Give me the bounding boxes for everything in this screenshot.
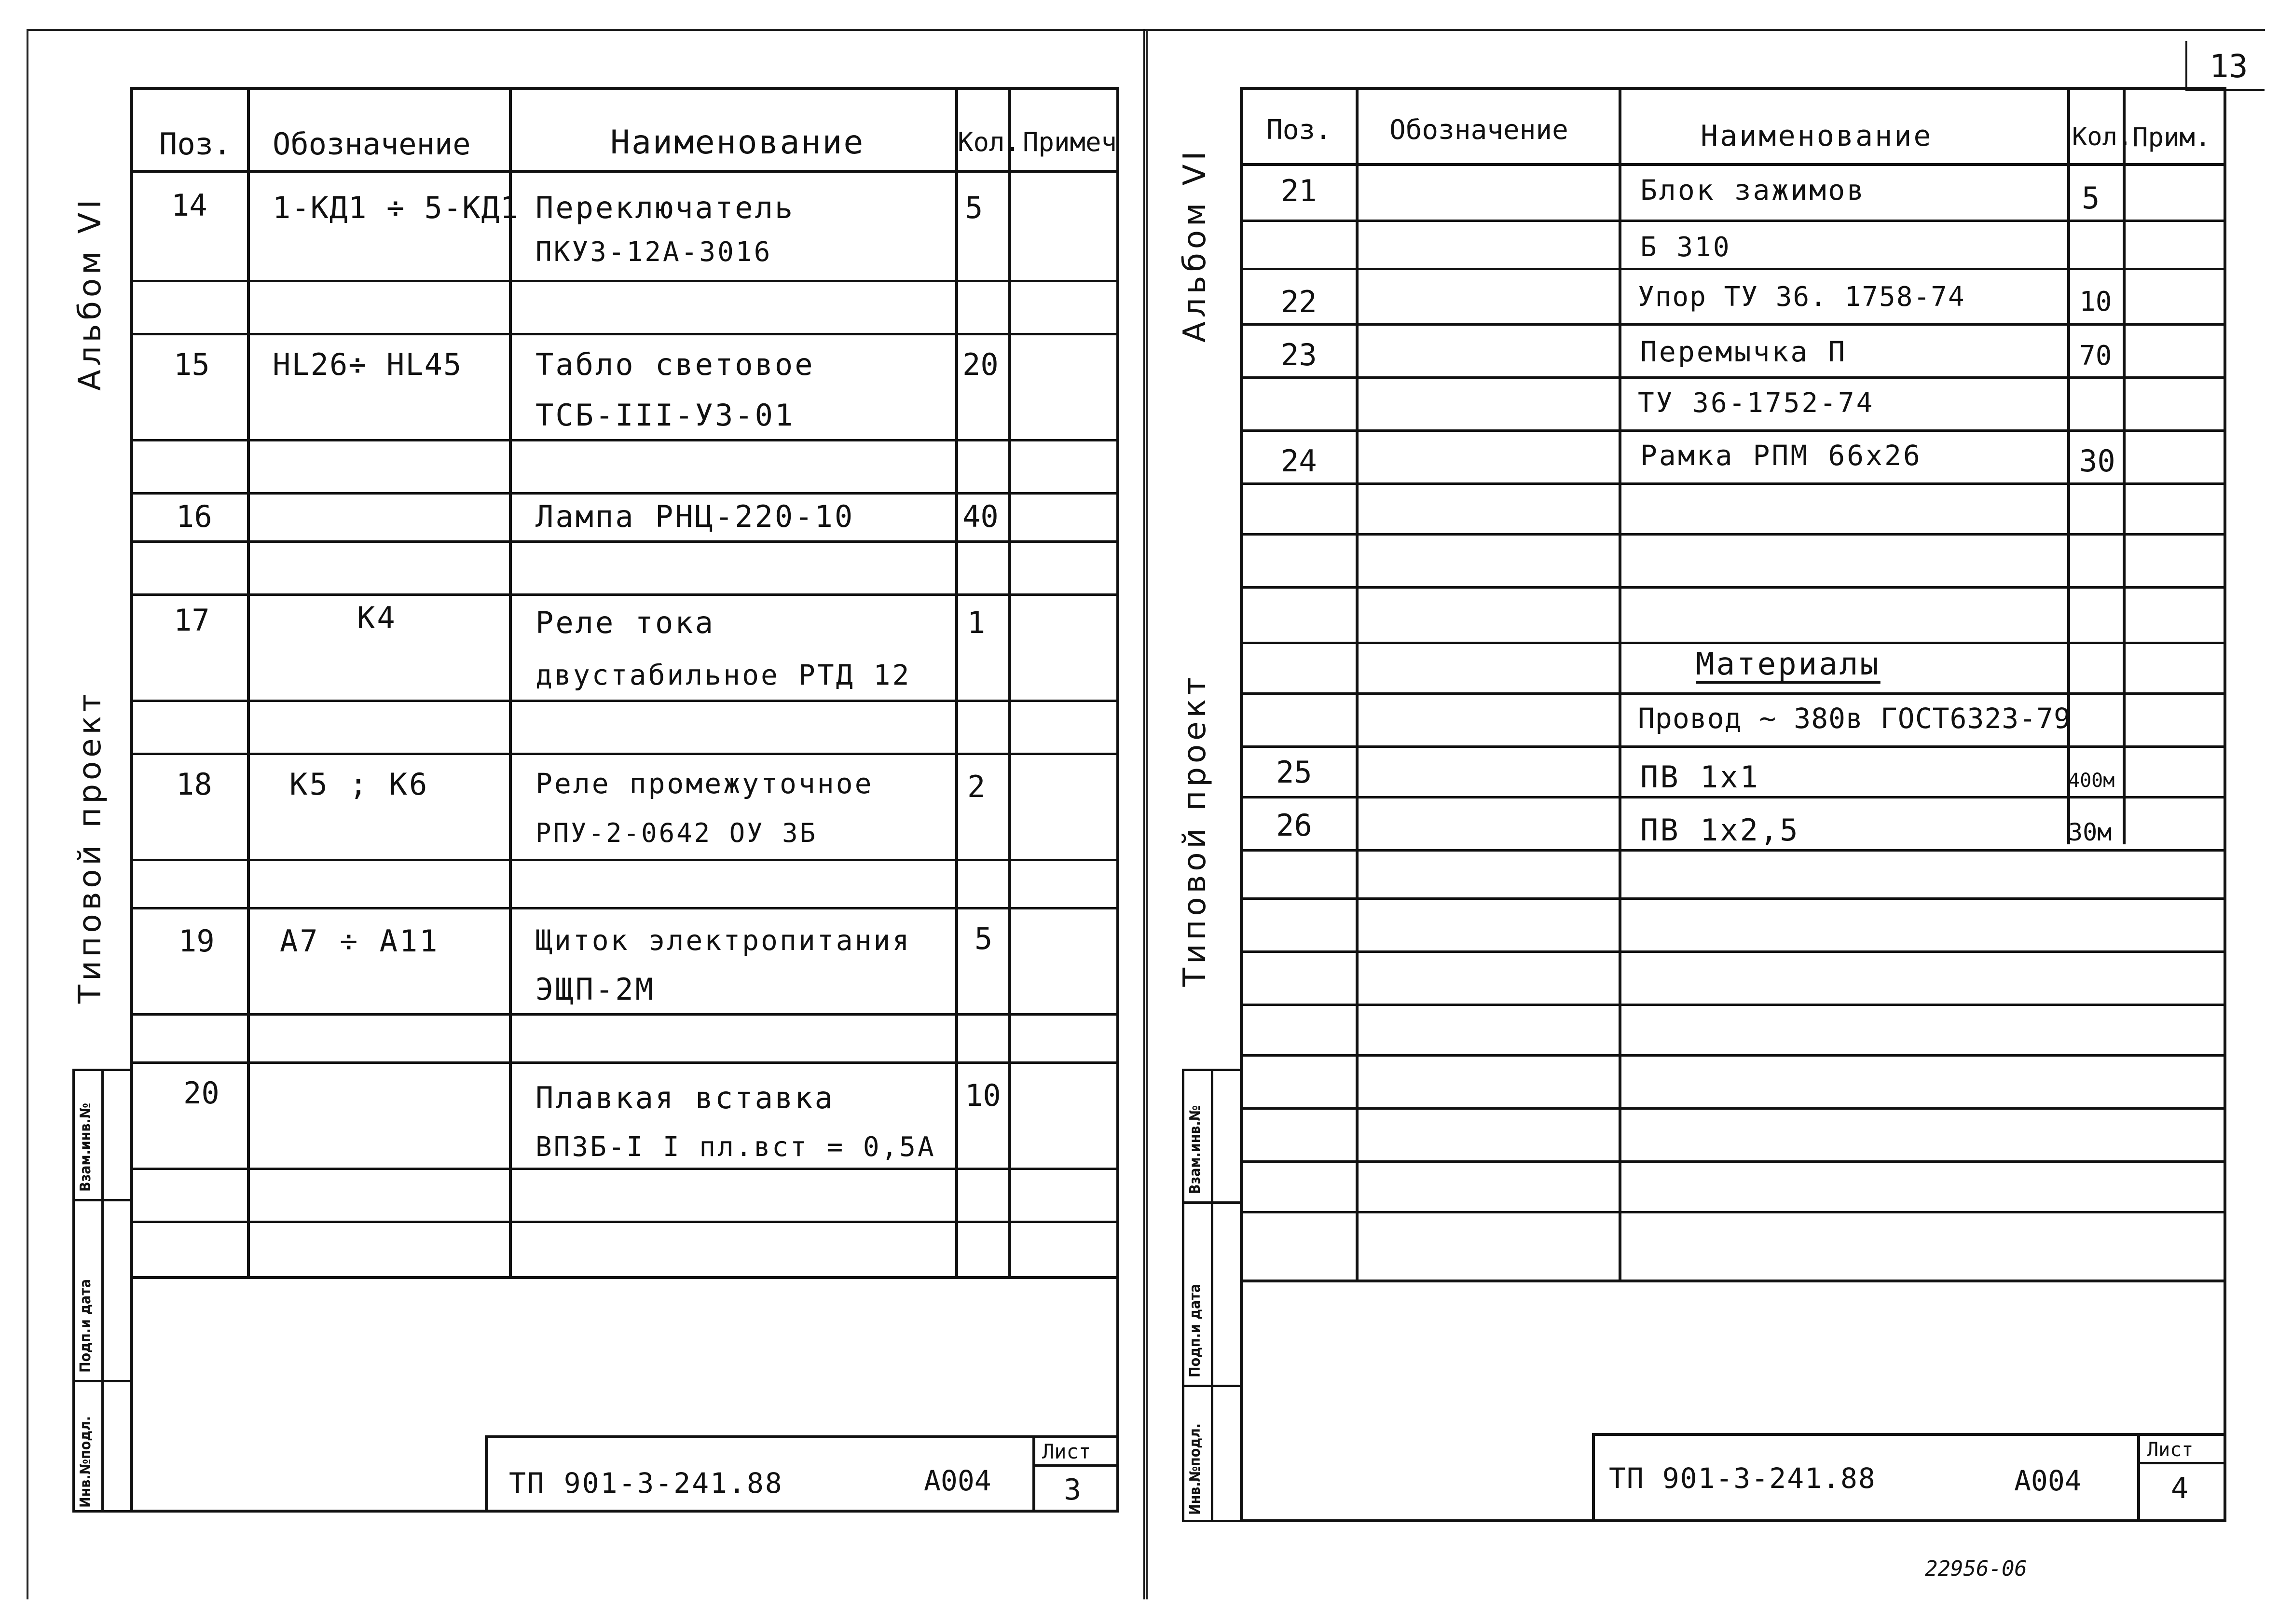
left-designation-18: К5 ; К6 <box>289 767 429 802</box>
left-qty-20: 10 <box>965 1078 1001 1113</box>
right-row-line <box>1240 745 2226 748</box>
left-row-line <box>130 439 1119 441</box>
left-title-code: А004 <box>924 1464 991 1497</box>
left-col-line <box>1008 87 1011 1276</box>
left-pos-20: 20 <box>183 1075 220 1111</box>
left-qty-18: 2 <box>967 769 986 804</box>
right-col-line <box>2123 87 2126 844</box>
left-title-sheet-divider <box>1032 1435 1035 1513</box>
left-designation-15: HL26÷ HL45 <box>273 347 463 382</box>
left-qty-14: 5 <box>965 190 983 225</box>
right-header-qty: Кол. <box>2072 123 2133 151</box>
right-row-line <box>1240 897 2226 900</box>
left-header-pos: Поз. <box>159 126 232 162</box>
left-designation-19: А7 ÷ А11 <box>280 923 439 959</box>
left-name-17b: двустабильное РТД 12 <box>535 659 911 691</box>
right-row-line <box>1240 482 2226 485</box>
right-row-line <box>1240 1160 2226 1163</box>
page-number: 13 <box>2210 48 2248 85</box>
right-qty-24: 30 <box>2079 443 2115 479</box>
left-row-line <box>130 1221 1119 1223</box>
right-pos-23: 23 <box>1281 337 1317 372</box>
right-pos-24: 24 <box>1281 443 1317 479</box>
right-row-line <box>1240 950 2226 953</box>
right-side-project: Типовой проект <box>1177 673 1213 987</box>
right-header-pos: Поз. <box>1266 114 1332 146</box>
left-stamp-line <box>72 1380 133 1382</box>
left-stamp-2: Подп.и дата <box>77 1279 94 1373</box>
right-row-line <box>1240 1211 2226 1213</box>
left-name-15: Табло световое <box>535 347 815 382</box>
right-row-line <box>1240 849 2226 852</box>
bottom-code: 22956-06 <box>1925 1556 2027 1581</box>
right-title-code: А004 <box>2014 1464 2082 1497</box>
left-header-line <box>130 170 1119 173</box>
right-name-22: Упор ТУ 36. 1758-74 <box>1638 281 1965 313</box>
left-name-17: Реле тока <box>535 605 715 640</box>
right-row-line <box>1240 220 2226 222</box>
left-designation-14: 1-КД1 ÷ 5-КД1 <box>273 190 520 225</box>
right-header-designation: Обозначение <box>1389 114 1568 146</box>
right-qty-25: 400м <box>2068 770 2115 792</box>
right-name-23b: ТУ 36-1752-74 <box>1638 387 1875 419</box>
right-row-line <box>1240 429 2226 432</box>
left-name-15b: ТСБ-III-У3-01 <box>535 398 795 433</box>
left-name-19b: ЭЩП-2М <box>535 972 655 1007</box>
left-stamp-3: Инв.№подл. <box>77 1416 94 1508</box>
right-row-line <box>1240 323 2226 326</box>
left-header-qty: Кол. <box>958 127 1021 157</box>
right-side-album: Альбом VI <box>1177 147 1213 343</box>
right-row-line <box>1240 1107 2226 1110</box>
right-col-line <box>1356 87 1359 1281</box>
left-col-line <box>955 87 958 1276</box>
left-row-line <box>130 593 1119 596</box>
left-col-line <box>509 87 512 1276</box>
right-row-line <box>1240 642 2226 644</box>
right-row-line <box>1240 533 2226 536</box>
right-header-name: Наименование <box>1701 119 1933 153</box>
left-col-line <box>247 87 250 1276</box>
left-title-sheet: 3 <box>1064 1473 1082 1507</box>
left-stamp-line <box>72 1199 133 1201</box>
left-stamp-divider <box>101 1069 104 1513</box>
left-pos-15: 15 <box>174 347 210 382</box>
left-name-19: Щиток электропитания <box>535 924 911 957</box>
right-name-25: ПВ 1х1 <box>1640 759 1760 795</box>
right-title-sheet-label: Лист <box>2147 1439 2194 1461</box>
right-title-sheet: 4 <box>2171 1472 2189 1505</box>
right-row-line <box>1240 376 2226 379</box>
left-row-line <box>130 753 1119 755</box>
right-name-wire: Провод ~ 380в ГОСТ6323-79 <box>1638 702 2071 735</box>
right-row-line <box>1240 586 2226 589</box>
left-row-line <box>130 1168 1119 1170</box>
left-title-sheet-label: Лист <box>1042 1440 1091 1463</box>
right-stamp-line <box>1182 1385 1242 1387</box>
left-table-end-line <box>130 1276 1119 1279</box>
left-pos-18: 18 <box>176 767 212 802</box>
left-pos-16: 16 <box>176 499 212 534</box>
right-stamp-2: Подп.и дата <box>1187 1284 1204 1377</box>
left-qty-19: 5 <box>975 921 993 956</box>
right-table-end-line <box>1240 1280 2226 1282</box>
left-name-18b: РПУ-2-0642 ОУ 3Б <box>535 818 818 848</box>
left-name-14: Переключатель <box>535 190 795 225</box>
left-qty-15: 20 <box>962 347 999 382</box>
right-stamp-3: Инв.№подл. <box>1187 1423 1204 1515</box>
left-name-20: Плавкая вставка <box>535 1080 835 1115</box>
right-pos-21: 21 <box>1281 173 1317 208</box>
right-pos-22: 22 <box>1281 284 1317 319</box>
left-row-line <box>130 1013 1119 1016</box>
left-designation-17: К4 <box>357 600 397 635</box>
left-title-doc: ТП 901-3-241.88 <box>509 1467 783 1500</box>
left-name-16: Лампа РНЦ-220-10 <box>535 499 855 534</box>
left-header-note: Примеч <box>1023 127 1117 157</box>
right-row-line <box>1240 796 2226 798</box>
right-name-23: Перемычка П <box>1640 335 1847 368</box>
right-header-note: Прим. <box>2132 122 2211 152</box>
right-materials-heading: Материалы <box>1696 647 1881 682</box>
right-row-line <box>1240 692 2226 695</box>
right-col-line <box>1619 87 1621 1281</box>
left-name-20b: ВП3Б-I I пл.вст = 0,5А <box>535 1131 936 1163</box>
left-row-line <box>130 280 1119 282</box>
right-row-line <box>1240 1004 2226 1006</box>
left-row-line <box>130 1061 1119 1064</box>
left-row-line <box>130 907 1119 909</box>
sheet-divider <box>1143 29 1145 1599</box>
right-row-line <box>1240 1054 2226 1057</box>
left-name-14b: ПКУ3-12А-3016 <box>535 236 772 268</box>
right-name-26: ПВ 1х2,5 <box>1640 812 1800 848</box>
right-pos-25: 25 <box>1276 755 1312 790</box>
left-row-line <box>130 333 1119 335</box>
right-name-21b: Б 310 <box>1640 232 1731 263</box>
left-pos-17: 17 <box>174 603 210 638</box>
left-title-sheet-line <box>1032 1464 1119 1467</box>
left-side-album: Альбом VI <box>72 195 108 391</box>
right-name-24: Рамка РПМ 66х26 <box>1640 439 1922 472</box>
left-row-line <box>130 540 1119 543</box>
left-qty-17: 1 <box>967 605 986 640</box>
left-qty-16: 40 <box>962 499 999 534</box>
right-pos-26: 26 <box>1276 808 1312 843</box>
left-name-18: Реле промежуточное <box>535 767 874 800</box>
left-stamp-1: Взам.инв.№ <box>77 1102 94 1192</box>
right-title-doc: ТП 901-3-241.88 <box>1609 1462 1876 1495</box>
right-stamp-line <box>1182 1201 1242 1204</box>
right-stamp-divider <box>1211 1069 1213 1522</box>
right-qty-22: 10 <box>2079 286 2112 317</box>
left-header-name: Наименование <box>610 124 865 162</box>
right-title-sheet-line <box>2137 1462 2226 1464</box>
left-row-line <box>130 700 1119 702</box>
right-row-line <box>1240 268 2226 270</box>
right-qty-26: 30м <box>2068 818 2112 846</box>
left-side-project: Типовой проект <box>72 690 108 1004</box>
right-qty-23: 70 <box>2079 340 2112 372</box>
left-header-designation: Обозначение <box>273 126 471 162</box>
left-row-line <box>130 859 1119 861</box>
right-header-line <box>1240 163 2226 166</box>
right-name-21: Блок зажимов <box>1640 174 1866 206</box>
left-pos-19: 19 <box>178 923 215 959</box>
left-row-line <box>130 492 1119 495</box>
right-qty-21: 5 <box>2082 180 2100 216</box>
right-stamp-1: Взам.инв.№ <box>1187 1105 1204 1194</box>
left-pos-14: 14 <box>171 188 207 223</box>
right-title-sheet-divider <box>2137 1433 2140 1522</box>
